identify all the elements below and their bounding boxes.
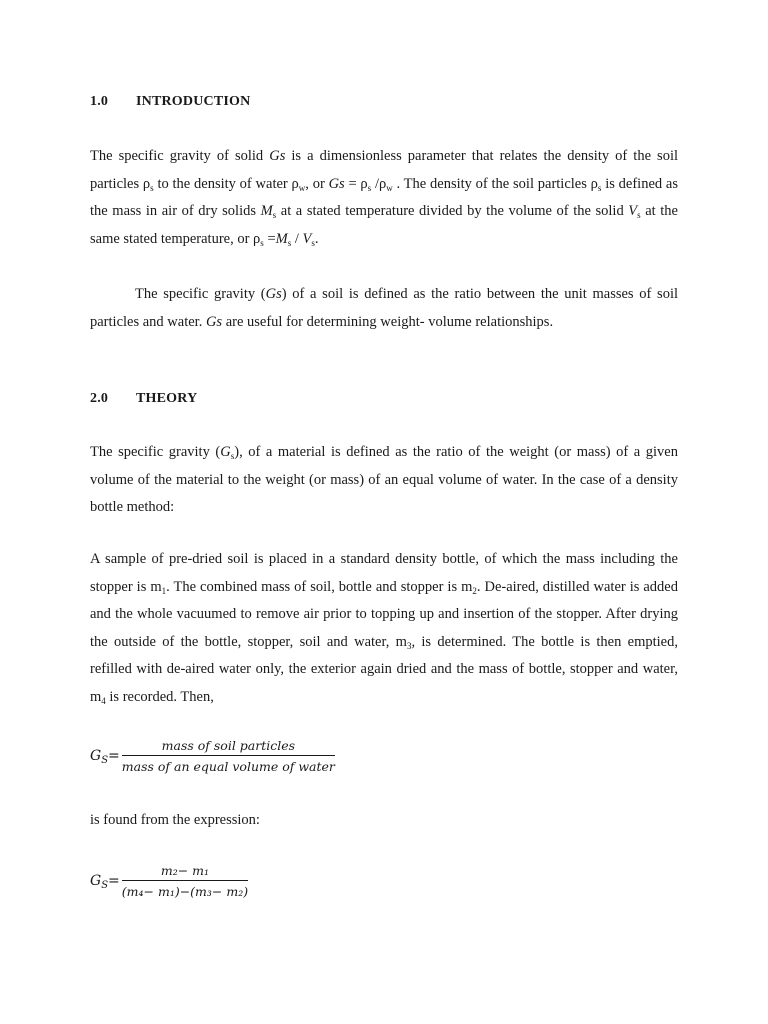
fraction-bar [122, 755, 335, 756]
formula-connector-text: is found from the expression: [90, 812, 260, 828]
section-heading-theory [90, 391, 197, 407]
theory-paragraph-1 [90, 439, 678, 522]
text-run: = ρ [344, 175, 368, 192]
text-run: A sample of pre-dried soil is placed in a standard density bottle, of which the mass including the stopper is m [90, 551, 678, 595]
symbol-m: M [260, 203, 273, 220]
subscript: 4 [101, 695, 106, 706]
section-number: 1.0 [90, 94, 109, 109]
subscript: s [597, 182, 602, 193]
specific-gravity-definition-formula [90, 738, 335, 774]
symbol-g: G [220, 444, 231, 460]
subscript: s [637, 210, 641, 221]
subscript: w [298, 182, 306, 193]
text-run: . The density of the soil particles ρ [392, 175, 598, 192]
text-run: is a dimensionless parameter that relates the density of the soil particles [90, 148, 678, 192]
text-run: . De-aired, distilled water is added and the whole vacuumed to remove air prior to topping up and insertion of the stopper. After drying the outside of the bottle, stopper, soil and water, m [90, 578, 678, 650]
section-number: 2.0 [90, 391, 109, 406]
text-run: = [263, 230, 276, 247]
theory-paragraph-2 [90, 546, 678, 712]
symbol-rho: ρ [142, 175, 151, 192]
fraction-numerator: m₂− m₁ [160, 863, 210, 878]
text-run: The specific gravity ( [90, 444, 221, 460]
text-run: / [291, 230, 303, 247]
equals-sign: = [108, 873, 120, 889]
text-run: /ρ [371, 175, 387, 192]
fraction-bar [122, 880, 248, 881]
subscript: w [386, 182, 393, 193]
text-run: The specific gravity ( [135, 286, 266, 302]
subscript: s [367, 182, 372, 193]
fraction-numerator: mass of soil particles [161, 738, 296, 753]
text-run: , or [305, 175, 329, 192]
text-run: . [314, 230, 319, 247]
symbol-g: G [90, 748, 102, 764]
symbol-gs: Gs [205, 313, 223, 330]
symbol-gs: Gs [265, 286, 282, 302]
subscript: s [311, 237, 315, 248]
subscript: 3 [406, 640, 412, 651]
equals-sign: = [108, 748, 120, 764]
fraction-denominator: mass of an equal volume of water [121, 759, 335, 774]
symbol-m: M [275, 230, 288, 247]
text-run: are useful for determining weight- volume relationships. [222, 313, 554, 330]
intro-paragraph-1 [90, 143, 678, 253]
symbol-rho: ρ [291, 175, 299, 192]
subscript: S [101, 880, 109, 891]
text-run: at the same stated temperature, or ρ [90, 203, 678, 247]
subscript: s [272, 210, 277, 221]
symbol-gs: Gs [269, 148, 286, 164]
fraction-denominator: (m₄− m₁)−(m₃− m₂) [121, 884, 249, 899]
section-heading-introduction [90, 94, 250, 110]
symbol-gs: Gs [328, 175, 345, 192]
text-run: to the density of water [153, 175, 292, 192]
fraction [122, 863, 248, 899]
symbol-v: V [302, 230, 312, 247]
section-title: THEORY [136, 391, 198, 406]
section-title: INTRODUCTION [136, 94, 251, 109]
subscript: S [101, 755, 109, 766]
symbol-g: G [90, 873, 102, 889]
text-run: ) of a soil is defined as the ratio between the unit masses of soil particles and water. [90, 286, 678, 330]
intro-paragraph-2 [90, 281, 678, 336]
subscript: s [230, 451, 235, 461]
text-run: at a stated temperature divided by the volume of the solid [276, 203, 629, 220]
symbol-v: V [628, 203, 638, 220]
subscript: s [150, 182, 154, 193]
specific-gravity-expression-formula [90, 863, 248, 899]
fraction [122, 738, 335, 774]
text-run: is defined as the mass in air of dry solids [90, 175, 678, 220]
text-run: The specific gravity of solid [90, 148, 270, 164]
subscript: 1 [161, 585, 167, 596]
text-run: , is determined. The bottle is then emptied, refilled with de-aired water only, the exterior again dried and the mass of bottle, stopper and water, m [90, 633, 678, 705]
subscript: s [287, 237, 292, 248]
text-run: ), of a material is defined as the ratio of the weight (or mass) of a given volume of the material to the weight (or mass) of an equal volume of water. In the case of a density bottle method: [90, 444, 678, 516]
formula-lhs [90, 873, 120, 889]
text-run: is recorded. Then, [105, 688, 214, 705]
subscript: 2 [472, 585, 477, 596]
text-run: . The combined mass of soil, bottle and stopper is m [166, 578, 473, 595]
formula-lhs [90, 748, 120, 764]
subscript: s [260, 237, 264, 248]
